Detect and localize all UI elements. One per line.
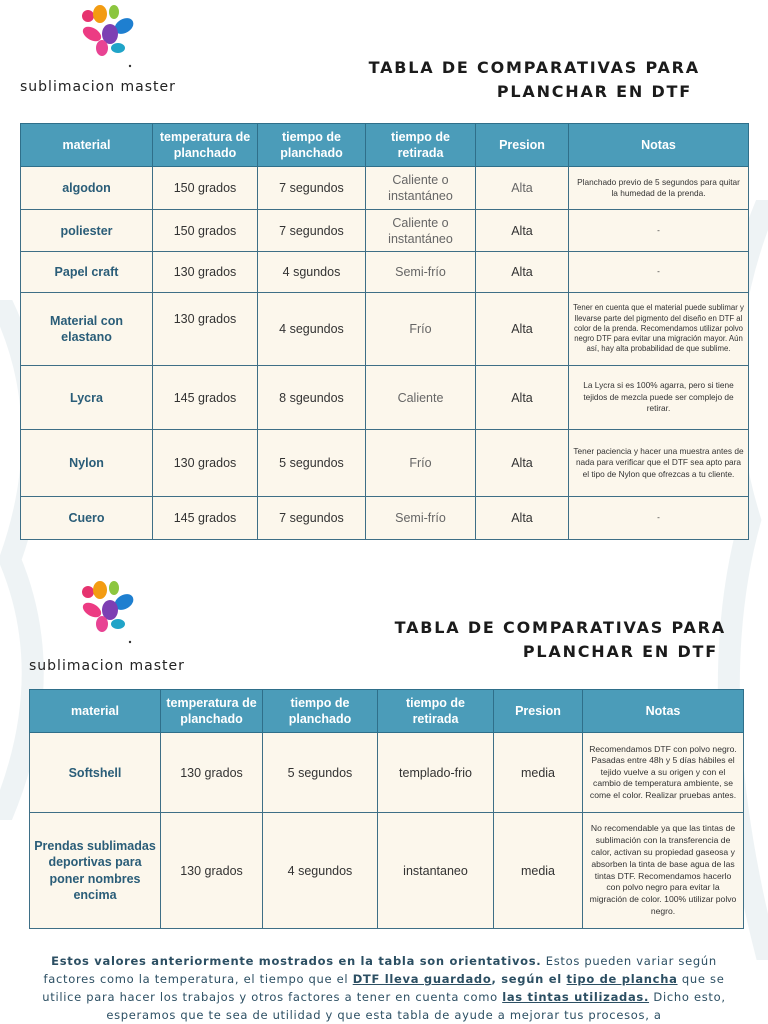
cell-tiempo: 5 segundos [263, 733, 378, 813]
cell-tiempo: 7 segundos [258, 497, 366, 540]
table-row [21, 293, 749, 366]
cell-retirada: Semi-frío [366, 497, 476, 540]
table-header-row [21, 124, 749, 167]
cell-material: Nylon [21, 430, 153, 497]
cell-temperatura: 145 grados [153, 366, 258, 430]
table-row [21, 210, 749, 252]
footer-note [28, 952, 740, 1024]
cell-retirada: Caliente [366, 366, 476, 430]
cell-tiempo: 4 segundos [258, 293, 366, 366]
cell-tiempo: 7 segundos [258, 167, 366, 210]
cell-tiempo: 4 sgundos [258, 252, 366, 293]
header-material: material [30, 690, 161, 733]
comparison-table-1 [20, 123, 749, 540]
cell-presion: Alta [476, 430, 569, 497]
cell-tiempo: 5 segundos [258, 430, 366, 497]
table-row [21, 430, 749, 497]
header-presion: Presion [494, 690, 583, 733]
cell-presion: Alta [476, 210, 569, 252]
cell-notas: No recomendable ya que las tintas de sublimación con la transferencia de calor, activan su propiedad gaseosa y absorben la tinta de base agua de las tintas DTF. Recomendamos hacerlo con polvo negro para evitar la migración de color. 100% utilizar polvo negro. [583, 813, 744, 929]
cell-retirada: Frío [366, 430, 476, 497]
header-presion: Presion [476, 124, 569, 167]
cell-notas: Tener paciencia y hacer una muestra antes de nada para verificar que el DTF sea apto para el tipo de Nylon que ofrezcas a tu cliente. [569, 430, 749, 497]
header-tiempo-planchado: tiempo de planchado [263, 690, 378, 733]
cell-material: Lycra [21, 366, 153, 430]
cell-material: poliester [21, 210, 153, 252]
cell-tiempo: 7 segundos [258, 210, 366, 252]
header-tiempo-planchado: tiempo de planchado [258, 124, 366, 167]
cell-temperatura: 150 grados [153, 210, 258, 252]
header-notas: Notas [583, 690, 744, 733]
cell-material: Cuero [21, 497, 153, 540]
link-tipo-plancha[interactable]: tipo de plancha [566, 972, 678, 986]
footer-text-4: Dicho esto, esperamos que te sea de utilidad y que esta tabla de ayude a mejorar tus procesos, a [106, 990, 726, 1022]
footer-text-2: , según el [491, 972, 567, 986]
cell-material: Softshell [30, 733, 161, 813]
title-line-1: TABLA DE COMPARATIVAS PARA [394, 618, 726, 637]
cell-temperatura: 145 grados [153, 497, 258, 540]
cell-notas: - [569, 210, 749, 252]
table-row [30, 813, 744, 929]
cell-temperatura: 130 grados [153, 293, 258, 366]
page-title [326, 616, 726, 664]
cell-notas: - [569, 497, 749, 540]
cell-temperatura: 130 grados [153, 430, 258, 497]
comparison-table-2 [29, 689, 744, 929]
cell-presion: media [494, 813, 583, 929]
cell-retirada: Caliente o instantáneo [366, 210, 476, 252]
cell-notas: La Lycra si es 100% agarra, pero si tiene tejidos de mezcla puede ser complejo de retirar. [569, 366, 749, 430]
cell-retirada: Frío [366, 293, 476, 366]
table-row [21, 252, 749, 293]
header-material: material [21, 124, 153, 167]
cell-retirada: instantaneo [378, 813, 494, 929]
title-line-1: TABLA DE COMPARATIVAS PARA [368, 58, 700, 77]
cell-temperatura: 150 grados [153, 167, 258, 210]
cell-retirada: templado-frio [378, 733, 494, 813]
cell-presion: Alta [476, 167, 569, 210]
header-tiempo-retirada: tiempo de retirada [366, 124, 476, 167]
splash-logo-icon [74, 4, 140, 70]
cell-tiempo: 8 sgeundos [258, 366, 366, 430]
cell-presion: Alta [476, 497, 569, 540]
table-row [21, 167, 749, 210]
title-line-2: PLANCHAR EN DTF [522, 642, 718, 661]
cell-presion: media [494, 733, 583, 813]
cell-retirada: Semi-frío [366, 252, 476, 293]
brand-name: sublimacion master [20, 79, 176, 95]
title-line-2: PLANCHAR EN DTF [496, 82, 692, 101]
cell-material: Papel craft [21, 252, 153, 293]
table-row [21, 366, 749, 430]
link-dtf-guardado[interactable]: DTF lleva guardado [352, 972, 492, 986]
table-row [21, 497, 749, 540]
splash-logo-icon [74, 580, 140, 646]
brand-name: sublimacion master [29, 658, 185, 674]
cell-retirada: Caliente o instantáneo [366, 167, 476, 210]
header-tiempo-retirada: tiempo de retirada [378, 690, 494, 733]
table-header-row [30, 690, 744, 733]
cell-material: Prendas sublimadas deportivas para poner nombres encima [30, 813, 161, 929]
cell-notas: Recomendamos DTF con polvo negro. Pasadas entre 48h y 5 días hábiles el tejido vuelve a su origen y con el cambio de temperatura ambiente, se come el color. Realizar pruebas antes. [583, 733, 744, 813]
cell-tiempo: 4 segundos [263, 813, 378, 929]
cell-temperatura: 130 grados [161, 813, 263, 929]
cell-notas: - [569, 252, 749, 293]
footer-bold-intro: Estos valores anteriormente mostrados en la tabla son orientativos. [51, 954, 542, 968]
cell-presion: Alta [476, 293, 569, 366]
cell-presion: Alta [476, 366, 569, 430]
cell-material: Material con elastano [21, 293, 153, 366]
page-title [300, 56, 700, 104]
cell-presion: Alta [476, 252, 569, 293]
footer-text-1: Estos pueden variar según factores como la temperatura, el tiempo que el [43, 954, 717, 986]
footer-text-3: que se utilice para hacer los trabajos y otros factores a tener en cuenta como [42, 972, 725, 1004]
cell-notas: Tener en cuenta que el material puede sublimar y llevarse parte del pigmento del diseño en DTF al color de la prenda. Recomendamos utilizar polvo negro DTF para evitar una migración mayor. Aún así, hay alta probabilidad de que sublime. [569, 293, 749, 366]
cell-temperatura: 130 grados [161, 733, 263, 813]
cell-material: algodon [21, 167, 153, 210]
cell-temperatura: 130 grados [153, 252, 258, 293]
header-temperatura: temperatura de planchado [161, 690, 263, 733]
table-row [30, 733, 744, 813]
link-tintas-utilizadas[interactable]: las tintas utilizadas. [502, 990, 650, 1004]
header-notas: Notas [569, 124, 749, 167]
header-temperatura: temperatura de planchado [153, 124, 258, 167]
cell-notas: Planchado previo de 5 segundos para quitar la humedad de la prenda. [569, 167, 749, 210]
